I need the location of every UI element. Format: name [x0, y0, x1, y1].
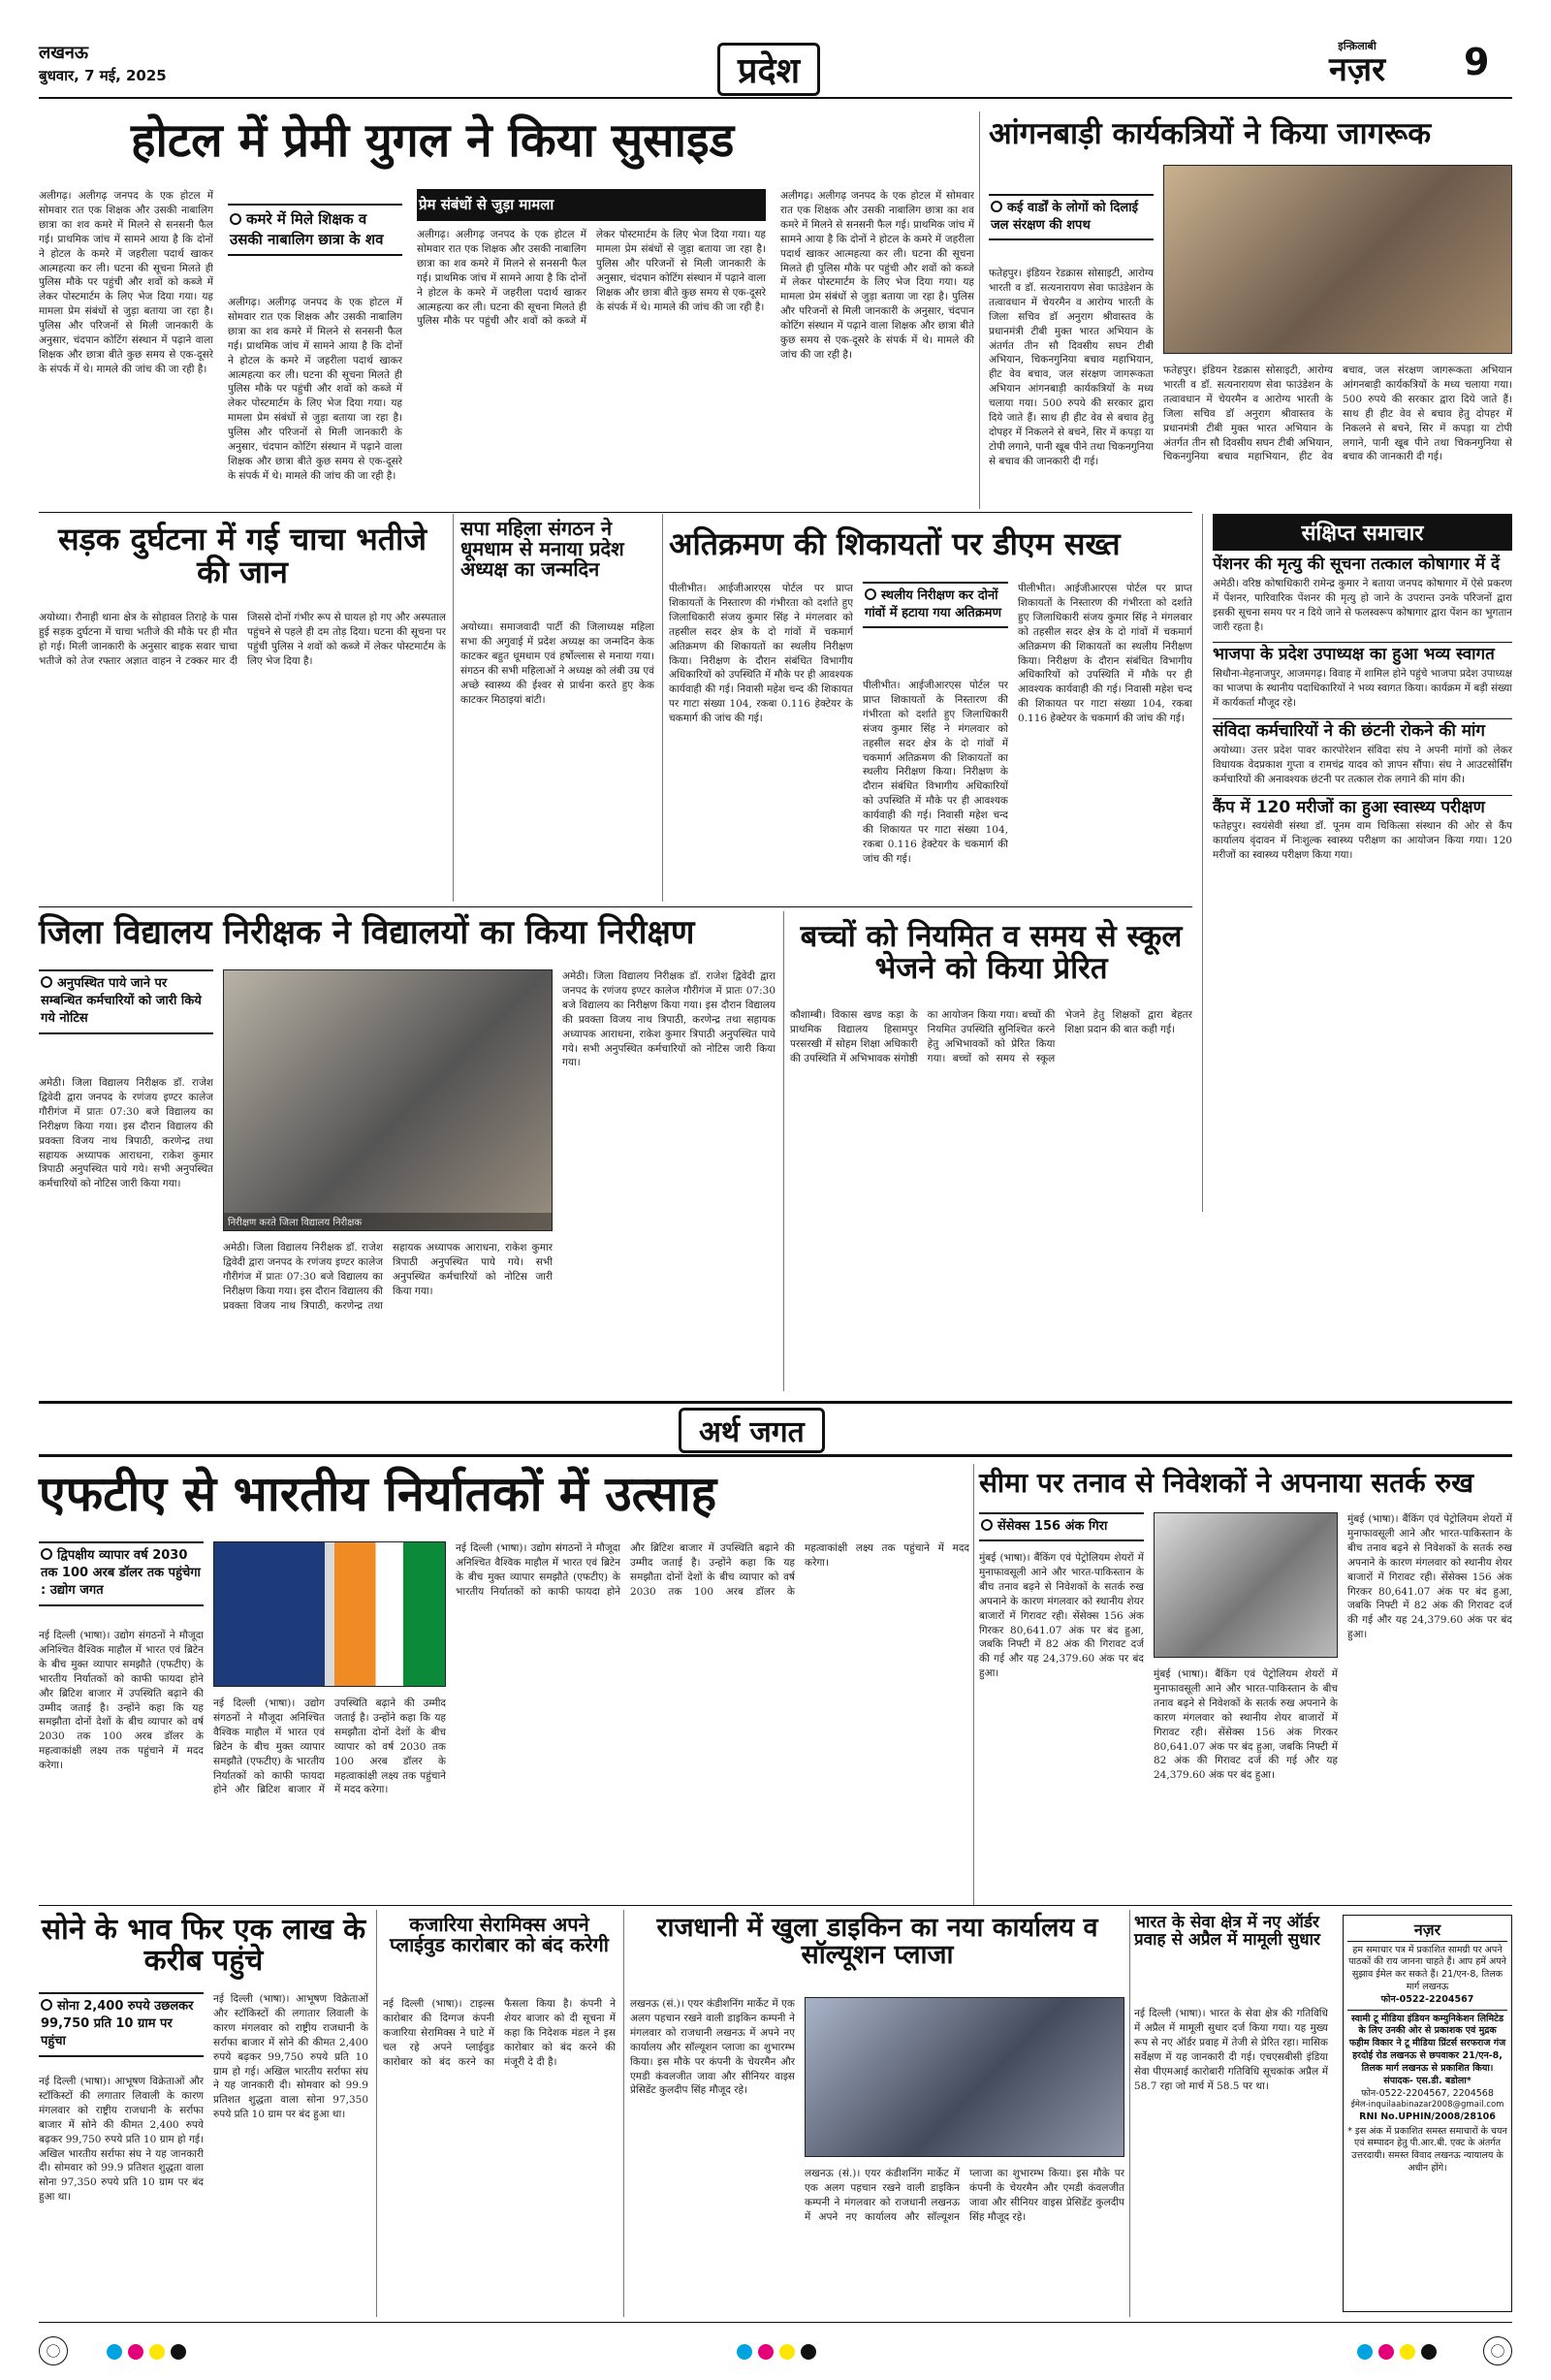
- imprint-editor: संपादक- एस.डी. बडोला*: [1383, 2075, 1472, 2086]
- encroachment-col3: पीलीभीत। आईजीआरएस पोर्टल पर प्राप्त शिकायतों के निस्तारण की गंभीरता को दर्शाते हुए जिलाधिकारी संजय कुमार सिंह ने मंगलवार को तहसील सदर क्षेत्र के दो गांवों में चकमार्ग अतिक्रमण की शिकायतों का स्थलीय निरीक्षण किया। निरीक्षण के दौरान संबंधित विभागीय अधिकारियों को उपस्थिति में मौके पर ही आवश्यक कार्यवाही की गई। निवासी महेश चन्द की शिकायत पर गाटा संख्या 104, रकबा 0.116 हेक्टेयर के चकमार्ग की जांच की गई।: [1018, 583, 1192, 725]
- imprint-lines: हम समाचार पत्र में प्रकाशित सामग्री पर अपने पाठकों की राय जानना चाहते हैं। आप हमें अपने सुझाव ईमेल कर सकते हैं। 21/एन-8, तिलक मार्ग लखनऊ: [1348, 1944, 1506, 1993]
- services-body: नई दिल्ली (भाषा)। भारत के सेवा क्षेत्र की गतिविधि में अप्रैल में मामूली सुधार दर्ज किया गया। यह मुख्य रूप से नए ऑर्डर प्रवाह में तेजी से प्रेरित रहा। मासिक सर्वेक्षण में यह जानकारी दी गई। एचएसबीसी इंडिया सेवा पीएमआई कारोबारी गतिविधि सूचकांक अप्रैल में 58.7 रहा जो मार्च में 58.5 पर था।: [1134, 2008, 1328, 2092]
- masthead-city: लखनऊ: [39, 43, 89, 63]
- anganwadi-col1: फतेहपुर। इंडियन रेडक्रास सोसाइटी, आरोग्य भारती व डॉ. सत्यनारायण सेवा फाउंडेशन के तत्वावधान में चेयरमैन व आरोग्य भारती के जिला सचिव डॉ अनुराग श्रीवास्तव के प्रधानमंत्री टीबी मुक्त भारत अभियान के अंतर्गत तीन सौ दिवसीय सघन टीबी अभियान, चिकनगुनिया बचाव महाभियान, हीट वेव बचाव, जल संरक्षण जागरूकता अभियान आंगनबाड़ी कार्यकत्रियों के मध्य चलाया गया। 500 रुपये की सरकार द्वारा दिये जाते हैं। साथ ही हीट वेव से बचाव हेतु दोपहर में निकलने से बचने, सिर में कपड़ा या टोपी लगाने, पानी खूब पीने तथा चिकनगुनिया से बचाव की जानकारी दी गई।: [989, 268, 1154, 467]
- bullet-icon: [991, 201, 1002, 212]
- section-business: अर्थ जगत: [679, 1408, 825, 1453]
- encroachment-col2: पीलीभीत। आईजीआरएस पोर्टल पर प्राप्त शिकायतों के निस्तारण की गंभीरता को दर्शाते हुए जिलाधिकारी संजय कुमार सिंह ने मंगलवार को तहसील सदर क्षेत्र के दो गांवों में चकमार्ग अतिक्रमण की शिकायतों का स्थलीय निरीक्षण किया। निरीक्षण के दौरान संबंधित विभागीय अधिकारियों को उपस्थिति में मौके पर ही आवश्यक कार्यवाही की गई। निवासी महेश चन्द की शिकायत पर गाटा संख्या 104, रकबा 0.116 हेक्टेयर के चकमार्ग की जांच की गई।: [863, 680, 1008, 865]
- fta-sub: [39, 1541, 204, 1606]
- accident-body: अयोध्या। रौनाही थाना क्षेत्र के सोहावल तिराहे के पास हुई सड़क दुर्घटना में चाचा भतीजे की मौके पर ही मौत हो गई। मिली जानकारी के अनुसार बाइक सवार चाचा भतीजे को तेज रफ्तार अज्ञात वाहन ने टक्कर मार दी जिससे दोनों गंभीर रूप से घायल हो गए और अस्पताल पहुंचने से पहले ही दम तोड़ दिया। घटना की सूचना पर पहुंची पुलिस ने शवों को कब्जे में लेकर पोस्टमार्टम के लिए भेज दिया है।: [39, 612, 446, 667]
- magenta-swatch: [128, 2344, 143, 2360]
- hotel-sub1-text: कमरे में मिले शिक्षक व उसकी नाबालिग छात्रा के शव: [230, 210, 384, 248]
- imprint-phone2: फोन-0522-2204567, 2204568: [1361, 2087, 1494, 2099]
- black-swatch: [1421, 2344, 1437, 2360]
- bullet-icon: [981, 1519, 993, 1531]
- hotel-col3: अलीगढ़। अलीगढ़ जनपद के एक होटल में सोमवार रात एक शिक्षक और उसकी नाबालिग छात्रा का शव कमरे में मिलने से सनसनी फैल गई। प्राथमिक जांच में सामने आया है कि दोनों ने होटल के कमरे में जहरीला पदार्थ खाकर आत्महत्या कर ली। घटना की सूचना मिलते ही पुलिस मौके पर पहुंची और शवों को कब्जे में लेकर पोस्टमार्टम के लिए भेज दिया गया। यह मामला प्रेम संबंधों से जुड़ा बताया जा रहा है। पुलिस और परिजनों से मिली जानकारी के अनुसार, चंदपान कोटिंग संस्थान में पढ़ाने वाला शिक्षक और छात्रा बीते कुछ समय से एक-दूसरे के संपर्क में थे। मामले की जांच की जा रही है।: [417, 229, 766, 328]
- headline-fta: एफटीए से भारतीय निर्यातकों में उत्साह: [39, 1466, 717, 1522]
- registration-mark-left: [39, 2336, 68, 2365]
- yellow-swatch: [1400, 2344, 1415, 2360]
- encroachment-sub: [863, 582, 1008, 628]
- paper-logo-top: इन्क़िलाबी: [1338, 40, 1377, 52]
- headline-sapa: सपा महिला संगठन ने धूमधाम से मनाया प्रदेश अध्यक्ष का जन्मदिन: [460, 517, 624, 581]
- cyan-swatch: [737, 2344, 752, 2360]
- daikin-col1: लखनऊ (सं.)। एयर कंडीशनिंग मार्केट में एक अलग पहचान रखने वाली डाइकिन कम्पनी ने मंगलवार को राजधानी लखनऊ में अपने नए कार्यालय और सॉल्यूशन प्लाजा का शुभारम्भ किया। इस मौके पर कंपनी के चेयरमैन और एमडी कंवलजीत जावा और सीनियर वाइस प्रेसिडेंट कुलदीप सिंह मौजूद रहे।: [630, 1998, 795, 2097]
- black-swatch: [171, 2344, 186, 2360]
- masthead-date: बुधवार, 7 मई, 2025: [39, 67, 167, 84]
- yellow-swatch: [779, 2344, 795, 2360]
- dios-col1: अमेठी। जिला विद्यालय निरीक्षक डॉ. राजेश द्विवेदी द्वारा जनपद के रणंजय इण्टर कालेज गौरीगंज में प्रातः 07:30 बजे विद्यालय का निरीक्षण किया गया। इस दौरान विद्यालय की प्रवक्ता विजय नाथ त्रिपाठी, करणेन्द्र तथा सहायक अध्यापक आराधना, राकेश कुमार त्रिपाठी अनुपस्थित पाये गये। सभी अनुपस्थित कर्मचारियों को नोटिस जारी किया गया।: [39, 1077, 213, 1190]
- color-bar-center: [737, 2344, 816, 2360]
- hotel-sub2-text: प्रेम संबंधों से जुड़ा मामला: [419, 196, 554, 213]
- imprint-owner: स्वामी टू मीडिया इंडियन कम्युनिकेशन लिमिटेड के लिए उनकी ओर से प्रकाशक एवं मुद्रक फहीम विकार ने टू मीडिया प्रिंटर्स सरफराज गंज हरदोई रोड लखनऊ से छपवाकर 21/एन-8, तिलक मार्ग लखनऊ से प्रकाशित किया।: [1347, 2010, 1507, 2076]
- imprint-rni: RNI No.UPHIN/2008/28106: [1359, 2110, 1496, 2122]
- imprint-box: [1343, 1915, 1512, 2312]
- brief-h2: भाजपा के प्रदेश उपाध्यक्ष का हुआ भव्य स्वागत: [1213, 642, 1512, 664]
- sensex-sub: [979, 1512, 1144, 1541]
- sensex-sub-text: सेंसेक्स 156 अंक गिरा: [997, 1519, 1108, 1534]
- paper-logo-name: नज़र: [1328, 50, 1385, 89]
- brief-b4: फतेहपुर। स्वयंसेवी संस्था डॉ. पूनम वाम चिकित्सा संस्थान की ओर से कैंप कार्यालय वृंदावन में निःशुल्क स्वास्थ्य परीक्षण का आयोजन किया गया। 120 मरीजों का स्वास्थ्य परीक्षण किया गया।: [1213, 820, 1512, 862]
- bullet-icon: [41, 1999, 52, 2011]
- daikin-photo: [805, 1997, 1124, 2157]
- brief-b1: अमेठी। वरिष्ठ कोषाधिकारी रामेन्द्र कुमार ने बताया जनपद कोषागार में ऐसे प्रकरण में पेंशनर, पारिवारिक पेंशनर की मृत्यु हो जाने के उपरान्त उनके परिजनों द्वारा इसकी सूचना समय पर न दिये जाने से फलस्वरूप कोषागार द्वारा पेंशन का भुगतान जारी रहता है।: [1213, 577, 1512, 633]
- encroachment-col1: पीलीभीत। आईजीआरएस पोर्टल पर प्राप्त शिकायतों के निस्तारण की गंभीरता को दर्शाते हुए जिलाधिकारी संजय कुमार सिंह ने मंगलवार को तहसील सदर क्षेत्र के दो गांवों में चकमार्ग अतिक्रमण की शिकायतों का स्थलीय निरीक्षण किया। निरीक्षण के दौरान संबंधित विभागीय अधिकारियों को उपस्थिति में मौके पर ही आवश्यक कार्यवाही की गई। निवासी महेश चन्द की शिकायत पर गाटा संख्या 104, रकबा 0.116 हेक्टेयर के चकमार्ग की जांच की गई।: [669, 583, 853, 725]
- bullet-icon: [230, 213, 241, 225]
- hotel-sub1: [228, 204, 402, 256]
- headline-encroachment: अतिक्रमण की शिकायतों पर डीएम सख्त: [669, 525, 1121, 562]
- fta-col3: नई दिल्ली (भाषा)। उद्योग संगठनों ने मौजूदा अनिश्चित वैश्विक माहौल में भारत एवं ब्रिटेन के बीच मुक्त व्यापार समझौते (एफटीए) के भारतीय निर्यातकों को काफी फायदा होने और ब्रिटिश बाजार में उपस्थिति बढ़ाने की उम्मीद जताई है। उन्होंने कहा कि यह समझौता दोनों देशों के बीच व्यापार को वर्ष 2030 तक 100 अरब डॉलर के महत्वाकांक्षी लक्ष्य तक पहुंचाने में मदद करेगा।: [456, 1542, 969, 1598]
- headline-hotel: होटल में प्रेमी युगल ने किया सुसाइड: [131, 113, 735, 168]
- section-title: प्रदेश: [717, 43, 820, 96]
- imprint-note: * इस अंक में प्रकाशित समस्त समाचारों के चयन एवं सम्पादन हेतु पी.आर.बी. एक्ट के अंतर्गत उत्तरदायी। समस्त विवाद लखनऊ न्यायालय के अधीन होंगे।: [1347, 2125, 1507, 2174]
- anganwadi-sub: [989, 194, 1154, 240]
- headline-services: भारत के सेवा क्षेत्र में नए ऑर्डर प्रवाह से अप्रैल में मामूली सुधार: [1134, 1913, 1320, 1950]
- hotel-sub2: [417, 189, 766, 221]
- registration-mark-right: [1483, 2336, 1512, 2365]
- paper-logo: [1280, 39, 1435, 89]
- hotel-col2: अलीगढ़। अलीगढ़ जनपद के एक होटल में सोमवार रात एक शिक्षक और उसकी नाबालिग छात्रा का शव कमरे में मिलने से सनसनी फैल गई। प्राथमिक जांच में सामने आया है कि दोनों ने होटल के कमरे में जहरीला पदार्थ खाकर आत्महत्या कर ली। घटना की सूचना मिलते ही पुलिस मौके पर पहुंची और शवों को कब्जे में लेकर पोस्टमार्टम के लिए भेज दिया गया। यह मामला प्रेम संबंधों से जुड़ा बताया जा रहा है। पुलिस और परिजनों से मिली जानकारी के अनुसार, चंदपान कोटिंग संस्थान में पढ़ाने वाला शिक्षक और छात्रा बीते कुछ समय से एक-दूसरे के संपर्क में थे। मामले की जांच की जा रही है।: [228, 297, 402, 482]
- dios-sub: [39, 969, 213, 1034]
- brief-h1: पेंशनर की मृत्यु की सूचना तत्काल कोषागार में दें: [1213, 555, 1501, 574]
- color-bar-left: [107, 2344, 186, 2360]
- kajaria-body: नई दिल्ली (भाषा)। टाइल्स कारोबार की दिग्गज कंपनी कजारिया सेरामिक्स ने घाटे में चल रहे अपने प्लाईवुड कारोबार को बंद करने का फैसला किया है। कंपनी ने शेयर बाजार को दी सूचना में कहा कि निदेशक मंडल ने इस कारोबार को बंद करने की मंजूरी दे दी है।: [383, 1998, 616, 2068]
- headline-daikin: राजधानी में खुला डाइकिन का नया कार्यालय व सॉल्यूशन प्लाजा: [656, 1913, 1098, 1971]
- magenta-swatch: [758, 2344, 774, 2360]
- dios-col3: अमेठी। जिला विद्यालय निरीक्षक डॉ. राजेश द्विवेदी द्वारा जनपद के रणंजय इण्टर कालेज गौरीगंज में प्रातः 07:30 बजे विद्यालय का निरीक्षण किया गया। इस दौरान विद्यालय की प्रवक्ता विजय नाथ त्रिपाठी, करणेन्द्र तथा सहायक अध्यापक आराधना, राकेश कुमार त्रिपाठी अनुपस्थित पाये गये। सभी अनुपस्थित कर्मचारियों को नोटिस जारी किया गया।: [562, 970, 776, 1069]
- imprint-phone: फोन-0522-2204567: [1380, 1993, 1474, 2005]
- gold-sub: [39, 1992, 204, 2057]
- anganwadi-col2: फतेहपुर। इंडियन रेडक्रास सोसाइटी, आरोग्य भारती व डॉ. सत्यनारायण सेवा फाउंडेशन के तत्वावधान में चेयरमैन व आरोग्य भारती के जिला सचिव डॉ अनुराग श्रीवास्तव के प्रधानमंत्री टीबी मुक्त भारत अभियान के अंतर्गत तीन सौ दिवसीय सघन टीबी अभियान, चिकनगुनिया बचाव महाभियान, हीट वेव बचाव, जल संरक्षण जागरूकता अभियान आंगनबाड़ी कार्यकत्रियों के मध्य चलाया गया। 500 रुपये की सरकार द्वारा दिये जाते हैं। साथ ही हीट वेव से बचाव हेतु दोपहर में निकलने से बचने, सिर में कपड़ा या टोपी लगाने, पानी खूब पीने तथा चिकनगुनिया से बचाव की जानकारी दी गई।: [1163, 365, 1512, 463]
- hotel-col1: अलीगढ़। अलीगढ़ जनपद के एक होटल में सोमवार रात एक शिक्षक और उसकी नाबालिग छात्रा का शव कमरे में मिलने से सनसनी फैल गई। प्राथमिक जांच में सामने आया है कि दोनों ने होटल के कमरे में जहरीला पदार्थ खाकर आत्महत्या कर ली। घटना की सूचना मिलते ही पुलिस मौके पर पहुंची और शवों को कब्जे में लेकर पोस्टमार्टम के लिए भेज दिया गया। यह मामला प्रेम संबंधों से जुड़ा बताया जा रहा है। पुलिस और परिजनों से मिली जानकारी के अनुसार, चंदपान कोटिंग संस्थान में पढ़ाने वाला शिक्षक और छात्रा बीते कुछ समय से एक-दूसरे के संपर्क में थे। मामले की जांच की जा रही है।: [39, 190, 213, 375]
- imprint-logo: नज़र: [1347, 1920, 1507, 1942]
- black-swatch: [801, 2344, 816, 2360]
- headline-dios: जिला विद्यालय निरीक्षक ने विद्यालयों का किया निरीक्षण: [39, 913, 695, 952]
- headline-kajaria: कजारिया सेरामिक्स अपने प्लाईवुड कारोबार को बंद करेगी: [390, 1913, 609, 1956]
- fta-flags-photo: [213, 1541, 446, 1687]
- gold-sub-text: सोना 2,400 रुपये उछलकर 99,750 प्रति 10 ग्राम पर पहुंचा: [41, 1999, 194, 2049]
- dios-photo: [223, 969, 553, 1231]
- sensex-col2: मुंबई (भाषा)। बैंकिंग एवं पेट्रोलियम शेयरों में मुनाफावसूली आने और भारत-पाकिस्तान के बीच तनाव बढ़ने से निवेशकों के सतर्क रुख अपनाने के कारण मंगलवार को स्थानीय शेयर बाजारों में गिरावट रही। सेंसेक्स 156 अंक गिरकर 80,641.07 अंक पर बंद हुआ, जबकि निफ्टी में 82 अंक की गिरावट दर्ज की गई और यह 24,379.60 अंक पर बंद हुआ।: [1154, 1668, 1338, 1782]
- page-number: 9: [1464, 41, 1490, 83]
- article-hotel: [39, 189, 974, 499]
- yellow-swatch: [149, 2344, 165, 2360]
- headline-gold: सोने के भाव फिर एक लाख के करीब पहुंचे: [41, 1913, 366, 1978]
- brief-b3: अयोध्या। उत्तर प्रदेश पावर कारपोरेशन संविदा संघ ने अपनी मांगों को लेकर विधायक वेदप्रकाश गुप्ता व रामचंद्र यादव को ज्ञापन सौंपा। संघ ने आउटसोर्सिंग कर्मचारियों की अनावश्यक छंटनी पर तत्काल रोक लगाने की मांग की।: [1213, 744, 1512, 785]
- sensex-col3: मुंबई (भाषा)। बैंकिंग एवं पेट्रोलियम शेयरों में मुनाफावसूली आने और भारत-पाकिस्तान के बीच तनाव बढ़ने से निवेशकों के सतर्क रुख अपनाने के कारण मंगलवार को स्थानीय शेयर बाजारों में गिरावट रही। सेंसेक्स 156 अंक गिरकर 80,641.07 अंक पर बंद हुआ, जबकि निफ्टी में 82 अंक की गिरावट दर्ज की गई और यह 24,379.60 अंक पर बंद हुआ।: [1347, 1513, 1512, 1641]
- headline-accident: सड़क दुर्घटना में गई चाचा भतीजे की जान: [58, 521, 427, 590]
- headline-anganwadi: आंगनबाड़ी कार्यकत्रियों ने किया जागरूक: [989, 116, 1432, 151]
- sensex-col1: मुंबई (भाषा)। बैंकिंग एवं पेट्रोलियम शेयरों में मुनाफावसूली आने और भारत-पाकिस्तान के बीच तनाव बढ़ने से निवेशकों के सतर्क रुख अपनाने के कारण मंगलवार को स्थानीय शेयर बाजारों में गिरावट रही। सेंसेक्स 156 अंक गिरकर 80,641.07 अंक पर बंद हुआ, जबकि निफ्टी में 82 अंक की गिरावट दर्ज की गई और यह 24,379.60 अंक पर बंद हुआ।: [979, 1552, 1144, 1680]
- brief-h4: कैंप में 120 मरीजों का हुआ स्वास्थ्य परीक्षण: [1213, 795, 1512, 817]
- cyan-swatch: [107, 2344, 122, 2360]
- dios-photo-caption: निरीक्षण करते जिला विद्यालय निरीक्षक: [224, 1213, 552, 1230]
- sapa-body: अयोध्या। समाजवादी पार्टी की जिलाध्यक्ष महिला सभा की अगुवाई में प्रदेश अध्यक्ष का जन्मदिन केक काटकर बहुत धूमधाम एवं हर्षोल्लास से मनाया गया। संगठन की सभी महिलाओं ने अध्यक्ष को लंबी उम्र एवं अच्छे स्वास्थ्य की ईश्वर से प्रार्थना करते हुए केक काटकर मिठाइयां बांटी।: [460, 621, 654, 706]
- bullet-icon: [41, 976, 52, 988]
- bullet-icon: [865, 588, 876, 600]
- daikin-col2: लखनऊ (सं.)। एयर कंडीशनिंग मार्केट में एक अलग पहचान रखने वाली डाइकिन कम्पनी ने मंगलवार को राजधानी लखनऊ में अपने नए कार्यालय और सॉल्यूशन प्लाजा का शुभारम्भ किया। इस मौके पर कंपनी के चेयरमैन और एमडी कंवलजीत जावा और सीनियर वाइस प्रेसिडेंट कुलदीप सिंह मौजूद रहे।: [805, 2168, 1124, 2223]
- brief-box: [1202, 514, 1512, 1212]
- dios-col2: अमेठी। जिला विद्यालय निरीक्षक डॉ. राजेश द्विवेदी द्वारा जनपद के रणंजय इण्टर कालेज गौरीगंज में प्रातः 07:30 बजे विद्यालय का निरीक्षण किया गया। इस दौरान विद्यालय की प्रवक्ता विजय नाथ त्रिपाठी, करणेन्द्र तथा सहायक अध्यापक आराधना, राकेश कुमार त्रिपाठी अनुपस्थित पाये गये। सभी अनुपस्थित कर्मचारियों को नोटिस जारी किया गया।: [223, 1242, 553, 1312]
- anganwadi-sub-text: कई वार्डों के लोगों को दिलाई जल संरक्षण की शपथ: [991, 201, 1138, 234]
- gold-col1: नई दिल्ली (भाषा)। आभूषण विक्रेताओं और स्टॉकिस्टों की लगातार लिवाली के कारण मंगलवार को राष्ट्रीय राजधानी के सर्राफा बाजार में सोने की कीमत 2,400 रुपये बढ़कर 99,750 रुपये प्रति 10 ग्राम हो गई। अखिल भारतीय सर्राफा संघ ने यह जानकारी दी। सोमवार को 99.9 प्रतिशत शुद्धता वाला सोना 97,350 रुपये प्रति 10 ग्राम पर बंद हुआ था।: [39, 2076, 204, 2204]
- gold-col2: नई दिल्ली (भाषा)। आभूषण विक्रेताओं और स्टॉकिस्टों की लगातार लिवाली के कारण मंगलवार को राष्ट्रीय राजधानी के सर्राफा बाजार में सोने की कीमत 2,400 रुपये बढ़कर 99,750 रुपये प्रति 10 ग्राम हो गई। अखिल भारतीय सर्राफा संघ ने यह जानकारी दी। सोमवार को 99.9 प्रतिशत शुद्धता वाला सोना 97,350 रुपये प्रति 10 ग्राम पर बंद हुआ था।: [213, 1993, 368, 2121]
- fta-sub-text: द्विपक्षीय व्यापार वर्ष 2030 तक 100 अरब डॉलर तक पहुंचेगा : उद्योग जगत: [41, 1548, 201, 1599]
- fta-col2: नई दिल्ली (भाषा)। उद्योग संगठनों ने मौजूदा अनिश्चित वैश्विक माहौल में भारत एवं ब्रिटेन के बीच मुक्त व्यापार समझौते (एफटीए) के भारतीय निर्यातकों को काफी फायदा होने और ब्रिटिश बाजार में उपस्थिति बढ़ाने की उम्मीद जताई है। उन्होंने कहा कि यह समझौता दोनों देशों के बीच व्यापार को वर्ष 2030 तक 100 अरब डॉलर के महत्वाकांक्षी लक्ष्य तक पहुंचाने में मदद करेगा।: [213, 1698, 446, 1796]
- brief-b2: सिधौना-मेहनाजपुर, आजमगढ़। विवाह में शामिल होने पहुंचे भाजपा प्रदेश उपाध्यक्ष का भाजपा के स्थानीय पदाधिकारियों ने भव्य स्वागत किया। कार्यक्रम में बड़ी संख्या में कार्यकर्ता मौजूद रहे।: [1213, 668, 1512, 710]
- headline-sensex: सीमा पर तनाव से निवेशकों ने अपनाया सतर्क रुख: [979, 1467, 1474, 1499]
- sensex-bull-photo: [1154, 1512, 1338, 1658]
- dios-sub-text: अनुपस्थित पाये जाने पर सम्बन्धित कर्मचारियों को जारी किये गये नोटिस: [41, 976, 202, 1027]
- brief-h3: संविदा कर्मचारियों ने की छंटनी रोकने की मांग: [1213, 718, 1512, 741]
- fta-col1: नई दिल्ली (भाषा)। उद्योग संगठनों ने मौजूदा अनिश्चित वैश्विक माहौल में भारत एवं ब्रिटेन के बीच मुक्त व्यापार समझौते (एफटीए) के भारतीय निर्यातकों को काफी फायदा होने और ब्रिटिश बाजार में उपस्थिति बढ़ाने की उम्मीद जताई है। उन्होंने कहा कि यह समझौता दोनों देशों के बीच व्यापार को वर्ष 2030 तक 100 अरब डॉलर के महत्वाकांक्षी लक्ष्य तक पहुंचाने में मदद करेगा।: [39, 1630, 204, 1772]
- cyan-swatch: [1357, 2344, 1373, 2360]
- encroachment-sub-text: स्थलीय निरीक्षण कर दोनों गांवों में हटाया गया अतिक्रमण: [865, 588, 1001, 621]
- headline-school: बच्चों को नियमित व समय से स्कूल भेजने को किया प्रेरित: [800, 919, 1183, 986]
- magenta-swatch: [1378, 2344, 1394, 2360]
- bullet-icon: [41, 1548, 52, 1560]
- imprint-email: ईमेल-inquilaabinazar2008@gmail.com: [1350, 2100, 1504, 2110]
- anganwadi-photo: [1163, 165, 1512, 354]
- hotel-col4: अलीगढ़। अलीगढ़ जनपद के एक होटल में सोमवार रात एक शिक्षक और उसकी नाबालिग छात्रा का शव कमरे में मिलने से सनसनी फैल गई। प्राथमिक जांच में सामने आया है कि दोनों ने होटल के कमरे में जहरीला पदार्थ खाकर आत्महत्या कर ली। घटना की सूचना मिलते ही पुलिस मौके पर पहुंची और शवों को कब्जे में लेकर पोस्टमार्टम के लिए भेज दिया गया। यह मामला प्रेम संबंधों से जुड़ा बताया जा रहा है। पुलिस और परिजनों से मिली जानकारी के अनुसार, चंदपान कोटिंग संस्थान में पढ़ाने वाला शिक्षक और छात्रा बीते कुछ समय से एक-दूसरे के संपर्क में थे। मामले की जांच की जा रही है।: [780, 190, 974, 361]
- brief-title: संक्षिप्त समाचार: [1213, 514, 1512, 551]
- color-bar-right: [1357, 2344, 1437, 2360]
- school-body: कौशाम्बी। विकास खण्ड कड़ा के प्राथमिक विद्यालय हिसामपुर परसरखी में सोहम शिक्षा अधिकारी की उपस्थिति में अभिभावक संगोष्ठी का आयोजन किया गया। बच्चों की नियमित उपस्थिति सुनिश्चित करने हेतु अभिभावकों को प्रेरित किया गया। बच्चों को समय से स्कूल भेजने हेतु शिक्षकों द्वारा बेहतर शिक्षा प्रदान की बात कही गई।: [790, 1009, 1192, 1064]
